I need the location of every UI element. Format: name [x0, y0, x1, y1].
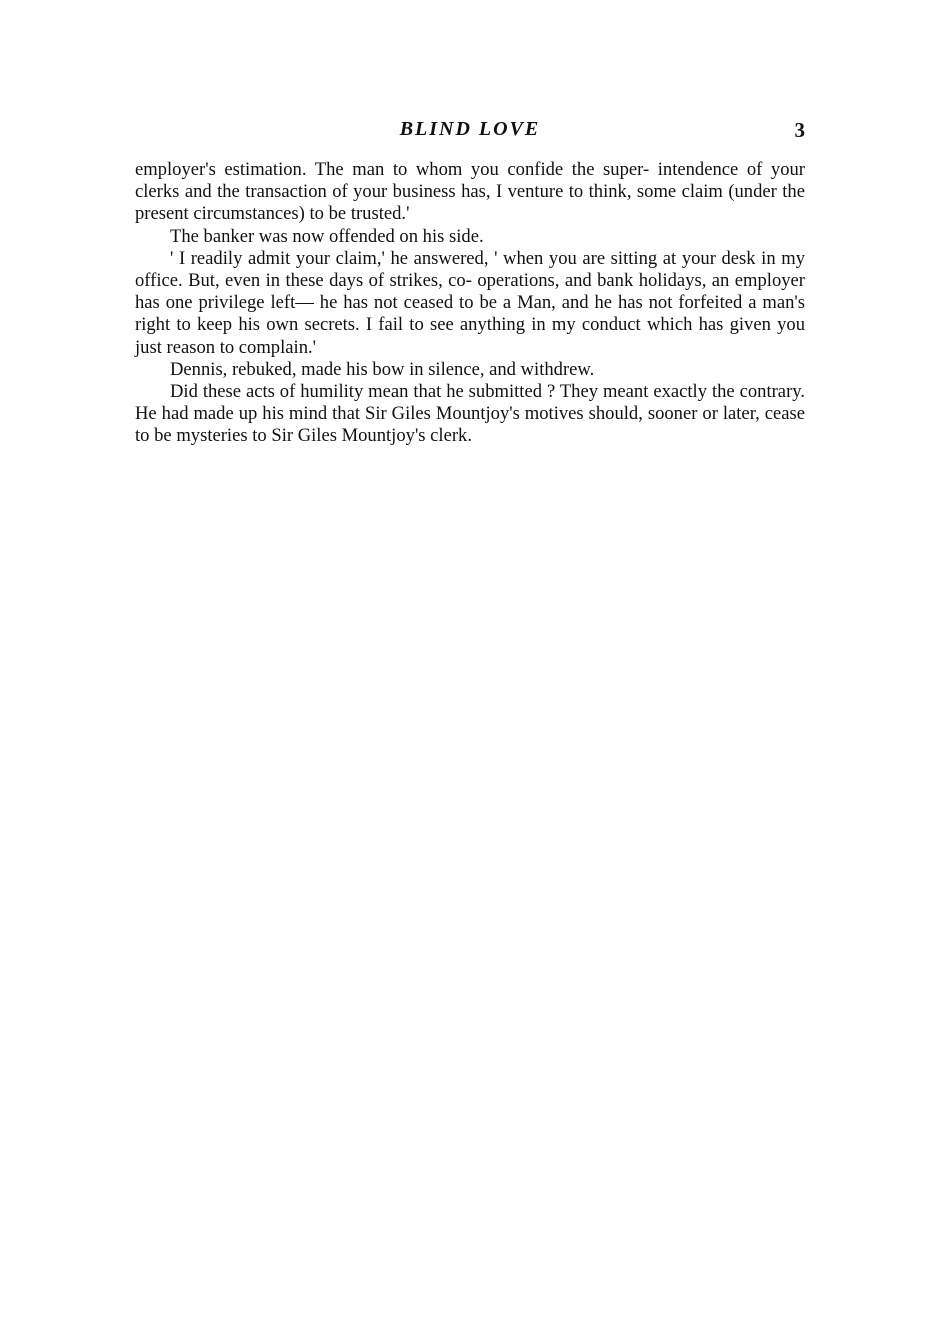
running-title: BLIND LOVE [399, 118, 541, 140]
paragraph-banker-offended [135, 226, 805, 248]
text-line: to be trusted.' [309, 203, 410, 225]
text-line: I venture to think, some claim (under the present circumstances) [135, 181, 805, 225]
text-line: ' I readily admit your claim,' he answered, ' when you are sitting [170, 247, 658, 269]
text-line: which has given you just reason to complain.' [135, 314, 805, 358]
text-line: mysteries to Sir Giles Mountjoy's clerk. [176, 425, 472, 447]
text-line: The banker was now offended on his side. [170, 225, 484, 247]
text-line: employer's estimation. The man to whom you confide the super- [135, 159, 650, 180]
text-line: Dennis, rebuked, made his bow in silence, and withdrew. [170, 358, 595, 380]
text-line: he has not ceased to be a Man, and he has not forfeited a man's [319, 292, 805, 314]
body-text [135, 159, 805, 448]
paragraph-banker-reply [135, 248, 805, 359]
paragraph-continuation [135, 159, 805, 226]
running-head [135, 118, 805, 148]
text-line: intendence of your clerks and the transaction of your business has, [135, 159, 806, 203]
paragraph-humility [135, 381, 805, 448]
text-line: right to keep his own secrets. I fail to see anything in my conduct [135, 314, 641, 336]
text-line: Did these acts of humility mean that he submitted ? They [170, 381, 599, 403]
text-line: at your desk in my office. But, even in these days of strikes, co- [135, 247, 805, 292]
text-line: meant exactly the contrary. He had made up his mind that Sir [135, 381, 805, 425]
text-line: Giles Mountjoy's motives should, sooner or later, cease to be [135, 403, 806, 447]
text-line: operations, and bank holidays, an employer has one privilege left— [135, 270, 805, 314]
paragraph-dennis-withdrew [135, 359, 805, 381]
page-number: 3 [794, 118, 805, 142]
